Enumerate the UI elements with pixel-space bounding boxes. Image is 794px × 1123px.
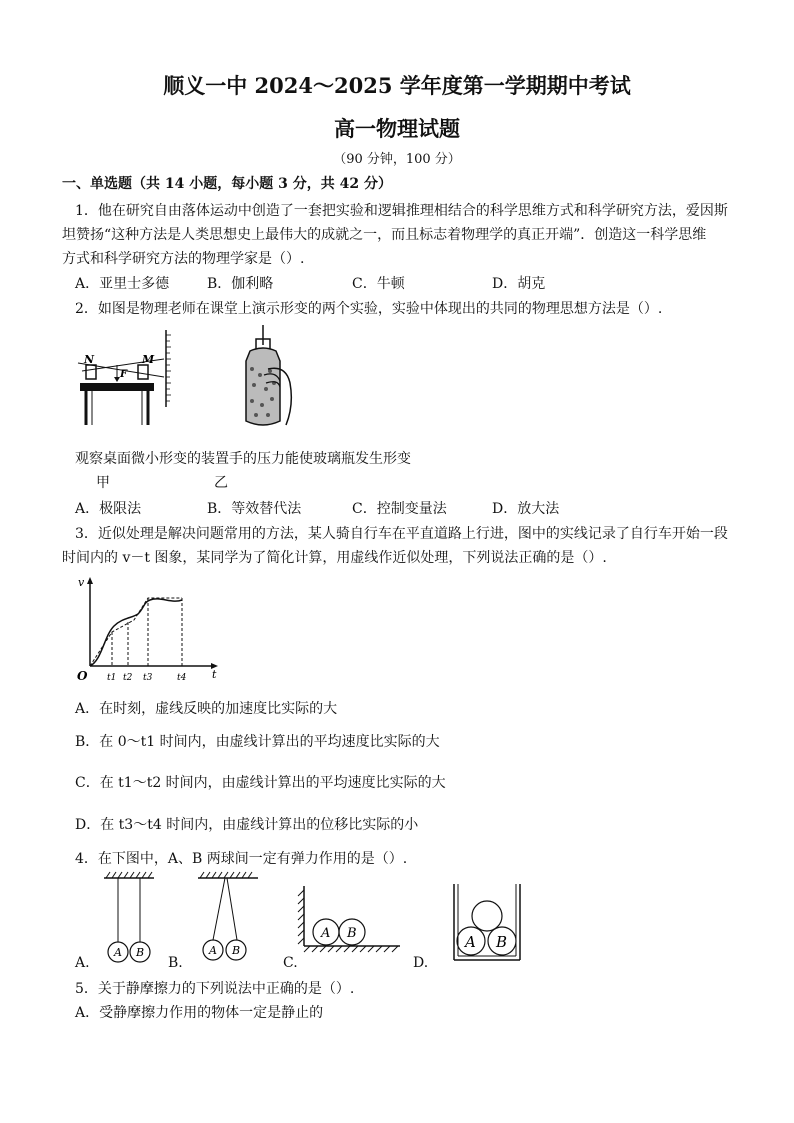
exam-title: 顺义一中 2024～2025 学年度第一学期期中考试 [163, 73, 631, 98]
q2-figure-desk-apparatus [78, 325, 188, 440]
fig-a-ball-b: B [136, 946, 145, 959]
graph-v-label: v [78, 576, 85, 589]
label-f: F [120, 369, 128, 380]
label-n: N [84, 353, 95, 366]
fig-d-ball-b: B [496, 933, 508, 951]
q5-option-a: A．受静摩擦力作用的物体一定是静止的 [75, 1005, 324, 1021]
fig-b-ball-b: B [232, 944, 241, 957]
q3-line2: 时间内的 v－t 图象，某同学为了简化计算，用虚线作近似处理，下列说法正确的是（）. [62, 550, 607, 566]
fig-c-ball-a: A [321, 926, 331, 941]
q3-vt-graph [76, 574, 226, 684]
q1-line1: 1．他在研究自由落体运动中创造了一套把实验和逻辑推理相结合的科学思维方式和科学研究方法，爱因斯 [75, 203, 728, 219]
q3-option-a: A．在时刻，虚线反映的加速度比实际的大 [75, 701, 338, 717]
graph-t3: t3 [143, 673, 153, 683]
q4-option-a: A. [75, 955, 90, 971]
q3-option-b: B．在 0～t1 时间内，由虚线计算出的平均速度比实际的大 [75, 734, 440, 750]
q4-figures [70, 872, 530, 972]
fig-a-ball-a: A [114, 946, 122, 959]
fig-b-ball-a: A [209, 944, 217, 957]
q1-line2: 坦赞扬“这种方法是人类思想史上最伟大的成就之一，而且标志着物理学的真正开端”．创造这一科学思维 [62, 227, 707, 243]
q1-option-c: C．牛顿 [352, 276, 405, 292]
q2-option-a: A．极限法 [75, 501, 142, 517]
fig-d-ball-a: A [465, 933, 476, 951]
q1-line3: 方式和科学研究方法的物理学家是（）. [62, 251, 305, 267]
label-m: M [142, 353, 155, 366]
fig-c-ball-b: B [347, 926, 357, 941]
q2-option-c: C．控制变量法 [352, 501, 447, 517]
q2-option-b: B．等效替代法 [207, 501, 302, 517]
q3-option-c: C．在 t1～t2 时间内，由虚线计算出的平均速度比实际的大 [75, 775, 446, 791]
q1-option-d: D．胡克 [492, 276, 546, 292]
graph-origin: O [77, 669, 88, 683]
exam-info: （90 分钟，100 分） [333, 152, 461, 167]
q5-line1: 5．关于静摩擦力的下列说法中正确的是（）. [75, 981, 355, 997]
q2-figure-glass-bottle [232, 325, 302, 435]
exam-subtitle: 高一物理试题 [334, 116, 460, 141]
graph-t2: t2 [123, 673, 133, 683]
q4-line1: 4．在下图中，A、B 两球间一定有弹力作用的是（）. [75, 851, 408, 867]
q4-option-b: B. [168, 955, 183, 971]
graph-t1: t1 [107, 673, 117, 683]
q3-line1: 3．近似处理是解决问题常用的方法，某人骑自行车在平直道路上行进，图中的实线记录了自行车开始一段 [75, 526, 728, 542]
q1-option-b: B．伽利略 [207, 276, 274, 292]
q2-line1: 2．如图是物理老师在课堂上演示形变的两个实验，实验中体现出的共同的物理思想方法是（）. [75, 301, 663, 317]
q2-caption: 观察桌面微小形变的装置手的压力能使玻璃瓶发生形变 [75, 451, 411, 467]
q2-option-d: D．放大法 [492, 501, 560, 517]
q2-figure2-label: 乙 [214, 475, 228, 491]
q4-option-c: C. [283, 955, 298, 971]
q2-figure1-label: 甲 [96, 475, 110, 491]
q1-option-a: A．亚里士多德 [75, 276, 170, 292]
graph-t-label: t [212, 668, 217, 681]
q4-option-d: D. [413, 955, 429, 971]
section-heading: 一、单选题（共 14 小题，每小题 3 分，共 42 分） [62, 176, 392, 192]
graph-t4: t4 [177, 673, 187, 683]
q3-option-d: D．在 t3～t4 时间内，由虚线计算出的位移比实际的小 [75, 817, 419, 833]
